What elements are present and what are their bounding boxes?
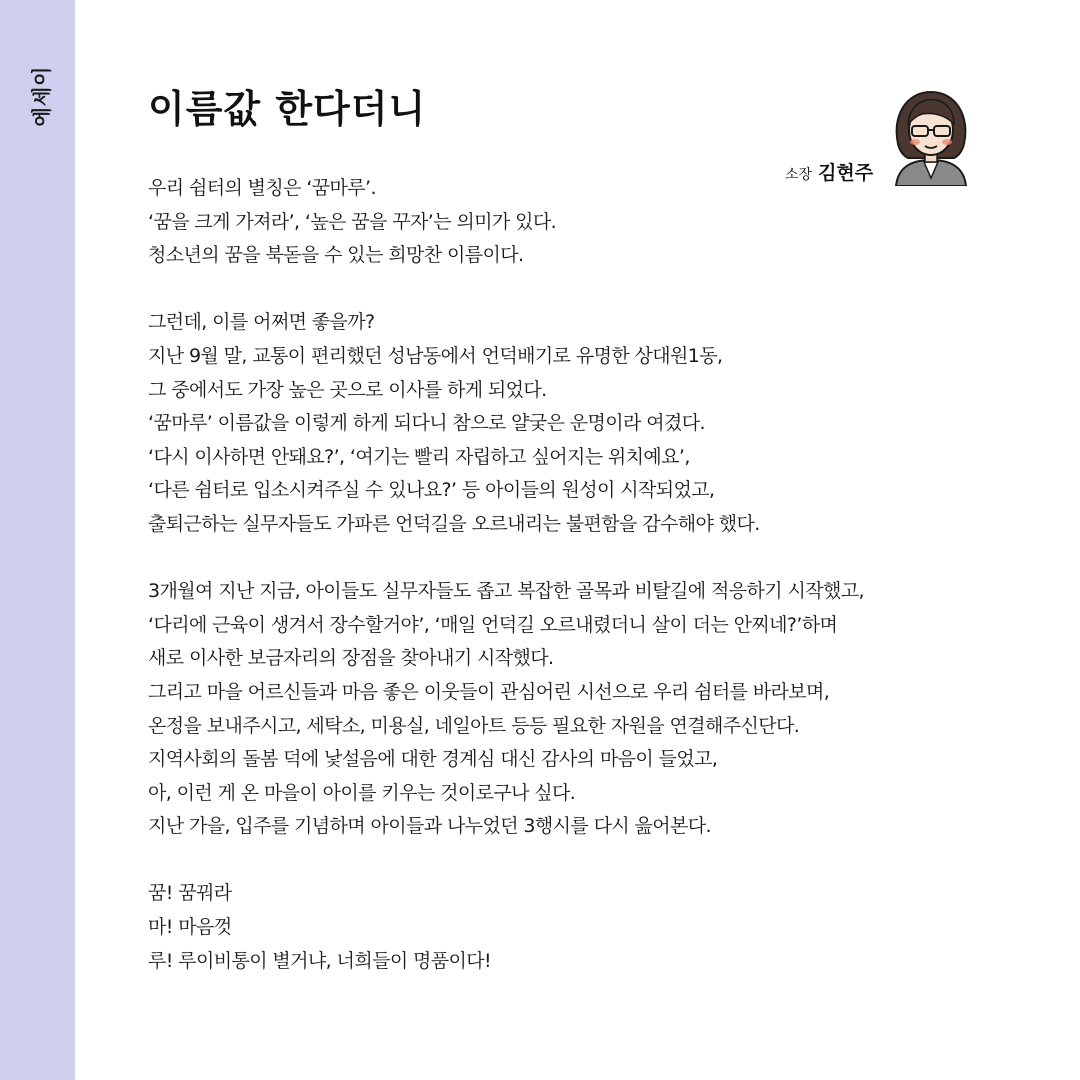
author-portrait-illustration xyxy=(888,86,974,186)
text-line: 그런데, 이를 어쩌면 좋을까? xyxy=(148,311,375,334)
text-line: 그 중에서도 가장 높은 곳으로 이사를 하게 되었다. xyxy=(148,378,547,401)
text-line: 아, 이런 게 온 마을이 아이를 키우는 것이로구나 싶다. xyxy=(148,781,576,804)
sidebar-label: 에세이 xyxy=(29,65,54,127)
text-line: ‘꿈을 크게 가져라’, ‘높은 꿈을 꾸자’는 의미가 있다. xyxy=(148,210,557,233)
text-line: 마! 마음껏 xyxy=(148,916,232,939)
sidebar-strip xyxy=(0,0,75,1080)
text-line: 꿈! 꿈꿔라 xyxy=(148,882,232,905)
text-line: 우리 쉼터의 별칭은 ‘꿈마루’. xyxy=(148,177,376,199)
page-title: 이름값 한다더니 xyxy=(148,86,427,131)
text-line: ‘다시 이사하면 안돼요?’, ‘여기는 빨리 자립하고 싶어지는 위치예요’, xyxy=(148,445,690,468)
paragraph xyxy=(148,172,1028,273)
text-line: 청소년의 꿈을 북돋을 수 있는 희망찬 이름이다. xyxy=(148,244,524,267)
text-line: 출퇴근하는 실무자들도 가파른 언덕길을 오르내리는 불편함을 감수해야 했다. xyxy=(148,512,760,535)
text-line: 그리고 마을 어르신들과 마음 좋은 이웃들이 관심어린 시선으로 우리 쉼터를 바라보며, xyxy=(148,680,830,703)
text-line: 새로 이사한 보금자리의 장점을 찾아내기 시작했다. xyxy=(148,647,554,670)
text-line: 지난 9월 말, 교통이 편리했던 성남동에서 언덕배기로 유명한 상대원1동, xyxy=(148,344,723,367)
paragraph xyxy=(148,575,1028,844)
text-line: 3개월여 지난 지금, 아이들도 실무자들도 좁고 복잡한 골목과 비탈길에 적응하기 시작했고, xyxy=(148,580,864,603)
essay-body xyxy=(148,172,1028,1012)
paragraph xyxy=(148,306,1028,541)
text-line: ‘다리에 근육이 생겨서 장수할거야’, ‘매일 언덕길 오르내렸더니 살이 더는 안찌네?’하며 xyxy=(148,613,838,636)
author-name: 김현주 xyxy=(818,162,874,184)
text-line: ‘꿈마루’ 이름값을 이렇게 하게 되다니 참으로 얄궂은 운명이라 여겼다. xyxy=(148,412,705,435)
paragraph xyxy=(148,877,1028,978)
text-line: 온정을 보내주시고, 세탁소, 미용실, 네일아트 등등 필요한 자원을 연결해주신단다. xyxy=(148,714,800,737)
text-line: 지역사회의 돌봄 덕에 낯설음에 대한 경계심 대신 감사의 마음이 들었고, xyxy=(148,748,718,771)
text-line: 루! 루이비통이 별거냐, 너희들이 명품이다! xyxy=(148,949,492,972)
text-line: ‘다른 쉼터로 입소시켜주실 수 있나요?’ 등 아이들의 원성이 시작되었고, xyxy=(148,479,715,502)
author-role: 소장 xyxy=(785,167,813,183)
text-line: 지난 가을, 입주를 기념하며 아이들과 나누었던 3행시를 다시 읊어본다. xyxy=(148,815,711,838)
